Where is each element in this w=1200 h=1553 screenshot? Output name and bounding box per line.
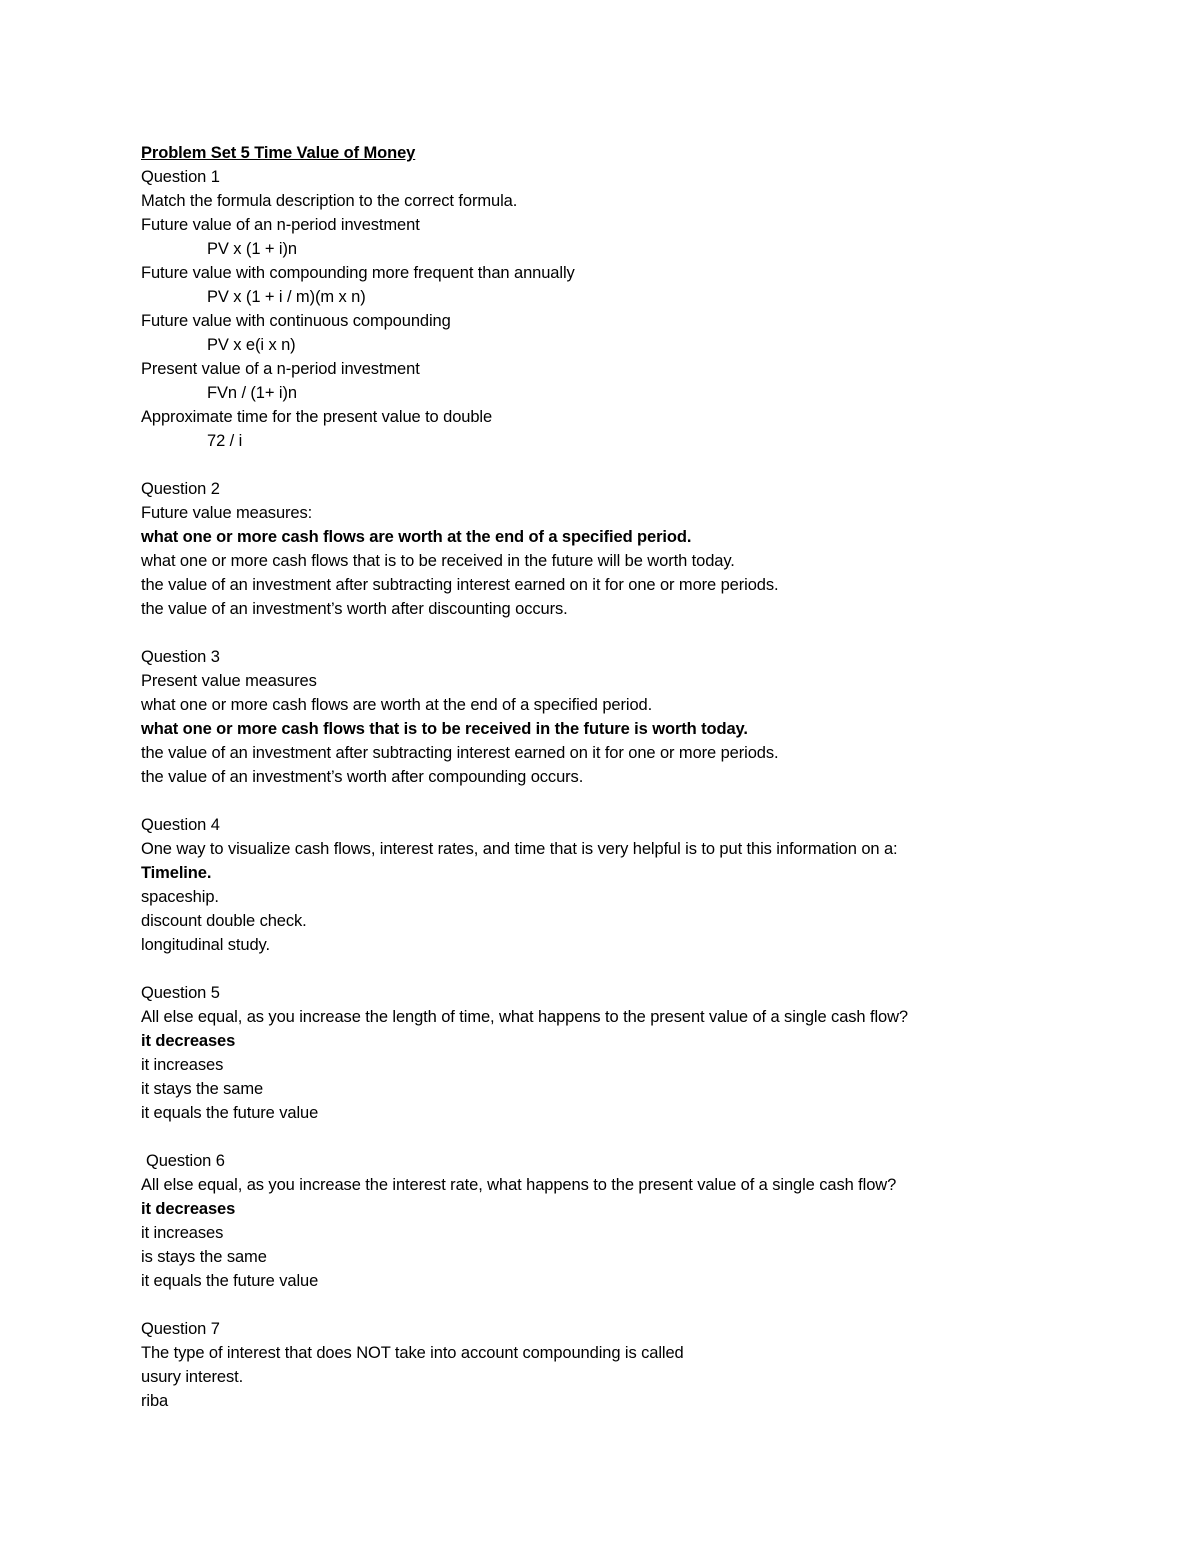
formula-description: Future value with compounding more frequent than annually — [141, 264, 575, 282]
answer-option: what one or more cash flows are worth at the end of a specified period. — [141, 696, 653, 714]
answer-option: the value of an investment’s worth after compounding occurs. — [141, 768, 584, 786]
answer-option: the value of an investment after subtracting interest earned on it for one or more periods. — [141, 744, 779, 762]
correct-answer-option: it decreases — [141, 1032, 236, 1050]
answer-option: discount double check. — [141, 912, 307, 930]
answer-option: is stays the same — [141, 1248, 267, 1266]
spacer — [141, 453, 1091, 477]
answer-option: what one or more cash flows that is to be received in the future will be worth today. — [141, 552, 735, 570]
answer-option: the value of an investment after subtracting interest earned on it for one or more periods. — [141, 576, 779, 594]
spacer — [141, 1125, 1091, 1149]
correct-answer-option: what one or more cash flows are worth at the end of a specified period. — [141, 528, 692, 546]
question-1-prompt: Match the formula description to the correct formula. — [141, 192, 518, 210]
question-6-prompt: All else equal, as you increase the interest rate, what happens to the present value of a single cash flow? — [141, 1176, 897, 1194]
formula: PV x e(i x n) — [207, 336, 296, 354]
formula-description: Future value of an n-period investment — [141, 216, 420, 234]
formula: 72 / i — [207, 432, 243, 450]
formula-description: Present value of a n-period investment — [141, 360, 420, 378]
question-3-heading: Question 3 — [141, 648, 220, 666]
question-7-prompt: The type of interest that does NOT take into account compounding is called — [141, 1344, 684, 1362]
question-4-prompt: One way to visualize cash flows, interest rates, and time that is very helpful is to put this information on a: — [141, 840, 898, 858]
answer-option: spaceship. — [141, 888, 219, 906]
question-1-heading: Question 1 — [141, 168, 220, 186]
question-4-heading: Question 4 — [141, 816, 220, 834]
answer-option: it stays the same — [141, 1080, 264, 1098]
question-5-prompt: All else equal, as you increase the length of time, what happens to the present value of a single cash flow? — [141, 1008, 909, 1026]
spacer — [141, 621, 1091, 645]
answer-option: the value of an investment’s worth after discounting occurs. — [141, 600, 568, 618]
correct-answer-option: what one or more cash flows that is to be received in the future is worth today. — [141, 720, 748, 738]
question-2-prompt: Future value measures: — [141, 504, 313, 522]
question-3-prompt: Present value measures — [141, 672, 317, 690]
correct-answer-option: it decreases — [141, 1200, 236, 1218]
answer-option: riba — [141, 1392, 169, 1410]
formula-description: Approximate time for the present value to double — [141, 408, 493, 426]
answer-option: it increases — [141, 1056, 224, 1074]
spacer — [141, 957, 1091, 981]
answer-option: it equals the future value — [141, 1104, 319, 1122]
formula-description: Future value with continuous compounding — [141, 312, 451, 330]
document-body — [141, 141, 1091, 1413]
answer-option: usury interest. — [141, 1368, 244, 1386]
spacer — [141, 1293, 1091, 1317]
formula: PV x (1 + i)n — [207, 240, 297, 258]
correct-answer-option: Timeline. — [141, 864, 212, 882]
question-5-heading: Question 5 — [141, 984, 220, 1002]
answer-option: it increases — [141, 1224, 224, 1242]
formula: FVn / (1+ i)n — [207, 384, 297, 402]
document-title: Problem Set 5 Time Value of Money — [141, 144, 416, 162]
answer-option: longitudinal study. — [141, 936, 270, 954]
formula: PV x (1 + i / m)(m x n) — [207, 288, 366, 306]
spacer — [141, 789, 1091, 813]
answer-option: it equals the future value — [141, 1272, 319, 1290]
question-7-heading: Question 7 — [141, 1320, 220, 1338]
question-6-heading: Question 6 — [146, 1152, 225, 1170]
question-2-heading: Question 2 — [141, 480, 220, 498]
